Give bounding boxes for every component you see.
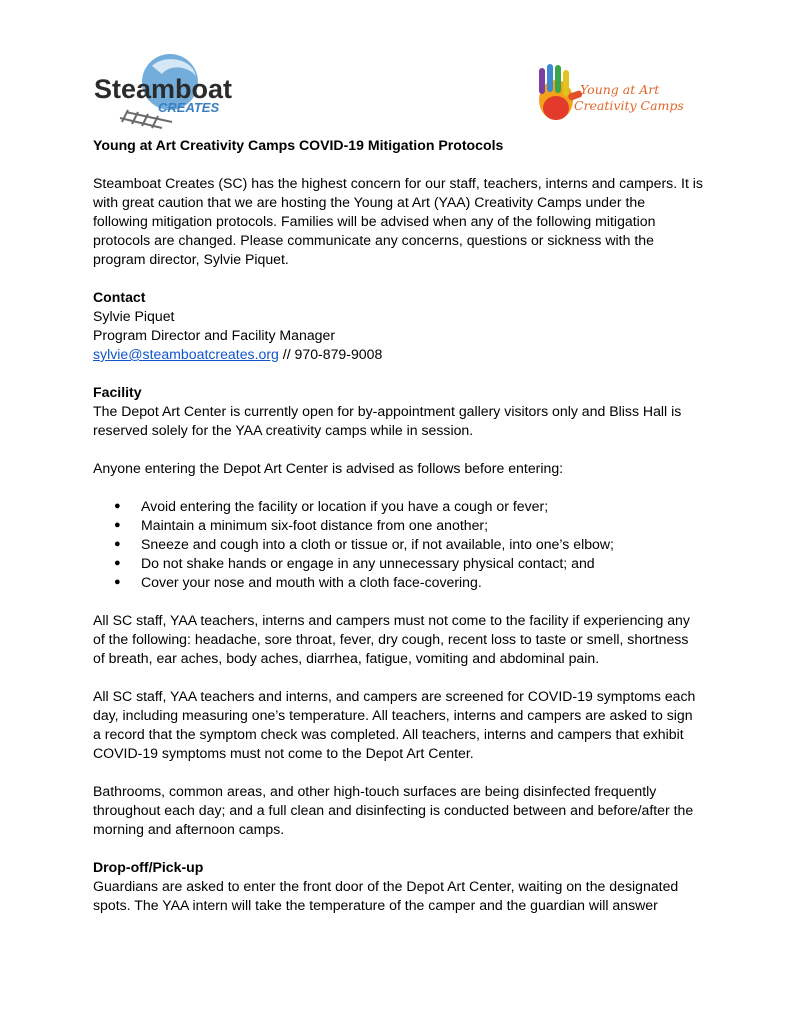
intro-paragraph: Steamboat Creates (SC) has the highest concern for our staff, teachers, interns and campers. It is with great caution that we are hosting the Young at Art (YAA) Creativity Camps under the following mitigation protocols. Families will be advised when any of the following mitigation protocols are changed. Please communicate any concerns, questions or sickness with the program director, Sylvie Piquet. xyxy=(93,175,703,267)
steamboat-creates-logo xyxy=(92,52,233,130)
facility-paragraph-1: The Depot Art Center is currently open for by-appointment gallery visitors only and Bliss Hall is reserved solely for the YAA creativity camps while in session. xyxy=(93,403,682,438)
facility-heading: Facility xyxy=(93,384,142,400)
svg-text:Young at Art: Young at Art xyxy=(580,82,660,97)
facility-paragraph-2: Anyone entering the Depot Art Center is advised as follows before entering: xyxy=(93,460,564,476)
list-item: ● Maintain a minimum six-foot distance from one another; xyxy=(141,516,703,535)
document-title: Young at Art Creativity Camps COVID-19 Mitigation Protocols xyxy=(93,137,504,153)
contact-heading: Contact xyxy=(93,289,146,305)
svg-text:CREATES: CREATES xyxy=(158,100,220,115)
list-item: ● Cover your nose and mouth with a cloth face-covering. xyxy=(141,573,703,592)
contact-line xyxy=(93,345,703,364)
contact-name: Sylvie Piquet xyxy=(93,308,175,324)
dropoff-paragraph-1: Guardians are asked to enter the front door of the Depot Art Center, waiting on the designated spots. The YAA intern will take the temperature of the camper and the guardian will answer xyxy=(93,878,679,913)
list-item: ● Sneeze and cough into a cloth or tissue or, if not available, into one’s elbow; xyxy=(141,535,703,554)
facility-bullet-list xyxy=(93,497,703,592)
dropoff-heading: Drop-off/Pick-up xyxy=(93,859,204,875)
list-item: ● Do not shake hands or engage in any unnecessary physical contact; and xyxy=(141,554,703,573)
contact-email-link[interactable]: sylvie@steamboatcreates.org xyxy=(93,346,279,362)
facility-paragraph-5: Bathrooms, common areas, and other high-touch surfaces are being disinfected frequently throughout each day; and a full clean and disinfecting is conducted between and before/after the morning and afternoon camps. xyxy=(93,783,694,837)
young-at-art-logo xyxy=(528,62,684,132)
contact-phone: // 970-879-9008 xyxy=(278,346,383,362)
list-item: ● Avoid entering the facility or location if you have a cough or fever; xyxy=(141,497,703,516)
facility-paragraph-3: All SC staff, YAA teachers, interns and campers must not come to the facility if experiencing any of the following: headache, sore throat, fever, dry cough, recent loss to taste or smell, shortness of breath, ear aches, body aches, diarrhea, fatigue, vomiting and abdominal pain. xyxy=(93,612,690,666)
svg-text:Steamboat: Steamboat xyxy=(94,74,233,104)
svg-text:Creativity Camps: Creativity Camps xyxy=(574,98,684,113)
facility-paragraph-4: All SC staff, YAA teachers and interns, and campers are screened for COVID-19 symptoms each day, including measuring one’s temperature. All teachers, interns and campers are asked to sign a record that the symptom check was completed. All teachers, interns and campers that exhibit COVID-19 symptoms must not come to the Depot Art Center. xyxy=(93,688,696,761)
contact-role: Program Director and Facility Manager xyxy=(93,327,336,343)
document-body xyxy=(93,136,703,915)
